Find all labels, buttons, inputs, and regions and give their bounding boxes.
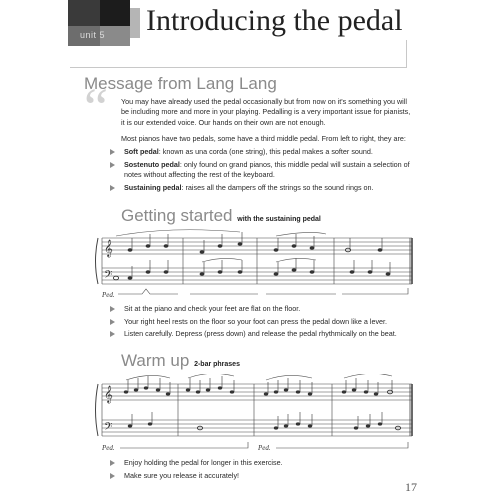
page-number: 17	[405, 480, 417, 494]
pedal-marking: Ped.	[258, 444, 271, 452]
pedal-marking: Ped.	[102, 444, 115, 452]
getting-started-title: Getting started with the sustaining pedal	[121, 206, 321, 225]
warm-up-steps	[110, 458, 410, 483]
header-rule-horizontal	[70, 67, 407, 68]
list-item: Your right heel rests on the floor so your foot can press the pedal down like a lever.	[110, 317, 410, 328]
svg-text:𝄢: 𝄢	[104, 269, 113, 284]
header-square	[130, 8, 140, 38]
list-item: Enjoy holding the pedal for longer in this exercise.	[110, 458, 410, 469]
message-paragraph: You may have already used the pedal occasionally but from now on it's something you will be including more and more in your playing. Pedalling is a very important issue for pianists, it is our extended voice. Our hands on their own are not enough.	[121, 97, 411, 127]
getting-started-steps	[110, 304, 410, 342]
svg-text:𝄞: 𝄞	[104, 385, 113, 403]
quote-mark-icon: “	[84, 77, 108, 137]
header-rule-vertical	[406, 40, 407, 68]
pedal-list	[110, 147, 410, 195]
bullet-triangle-icon	[110, 319, 115, 325]
bullet-triangle-icon	[110, 473, 115, 479]
pedals-intro: Most pianos have two pedals, some have a third middle pedal. From left to right, they are:	[121, 134, 406, 143]
list-item: Make sure you release it accurately!	[110, 471, 410, 482]
page-title: Introducing the pedal	[146, 4, 403, 37]
list-item: Sit at the piano and check your feet are flat on the floor.	[110, 304, 410, 315]
unit-label: unit 5	[80, 30, 106, 40]
bullet-triangle-icon	[110, 162, 115, 168]
list-item: Soft pedal: known as una corda (one string), this pedal makes a softer sound.	[110, 147, 410, 158]
header-square	[100, 0, 130, 26]
message-title: Message from Lang Lang	[84, 74, 277, 93]
list-item: Sostenuto pedal: only found on grand pianos, this middle pedal will sustain a selection of notes without affecting the rest of the keyboard.	[110, 160, 410, 181]
svg-text:𝄞: 𝄞	[104, 239, 113, 257]
music-score-getting-started	[90, 228, 416, 300]
svg-text:𝄢: 𝄢	[104, 421, 113, 436]
list-item: Sustaining pedal: raises all the dampers off the strings so the sound rings on.	[110, 183, 410, 194]
bullet-triangle-icon	[110, 460, 115, 466]
music-score-warm-up	[90, 374, 416, 454]
header-square	[68, 0, 100, 26]
bullet-triangle-icon	[110, 306, 115, 312]
bullet-triangle-icon	[110, 185, 115, 191]
pedal-marking: Ped.	[102, 291, 115, 299]
bullet-triangle-icon	[110, 331, 115, 337]
bullet-triangle-icon	[110, 149, 115, 155]
list-item: Listen carefully. Depress (press down) and release the pedal rhythmically on the beat.	[110, 329, 410, 340]
warm-up-title: Warm up 2-bar phrases	[121, 351, 240, 370]
